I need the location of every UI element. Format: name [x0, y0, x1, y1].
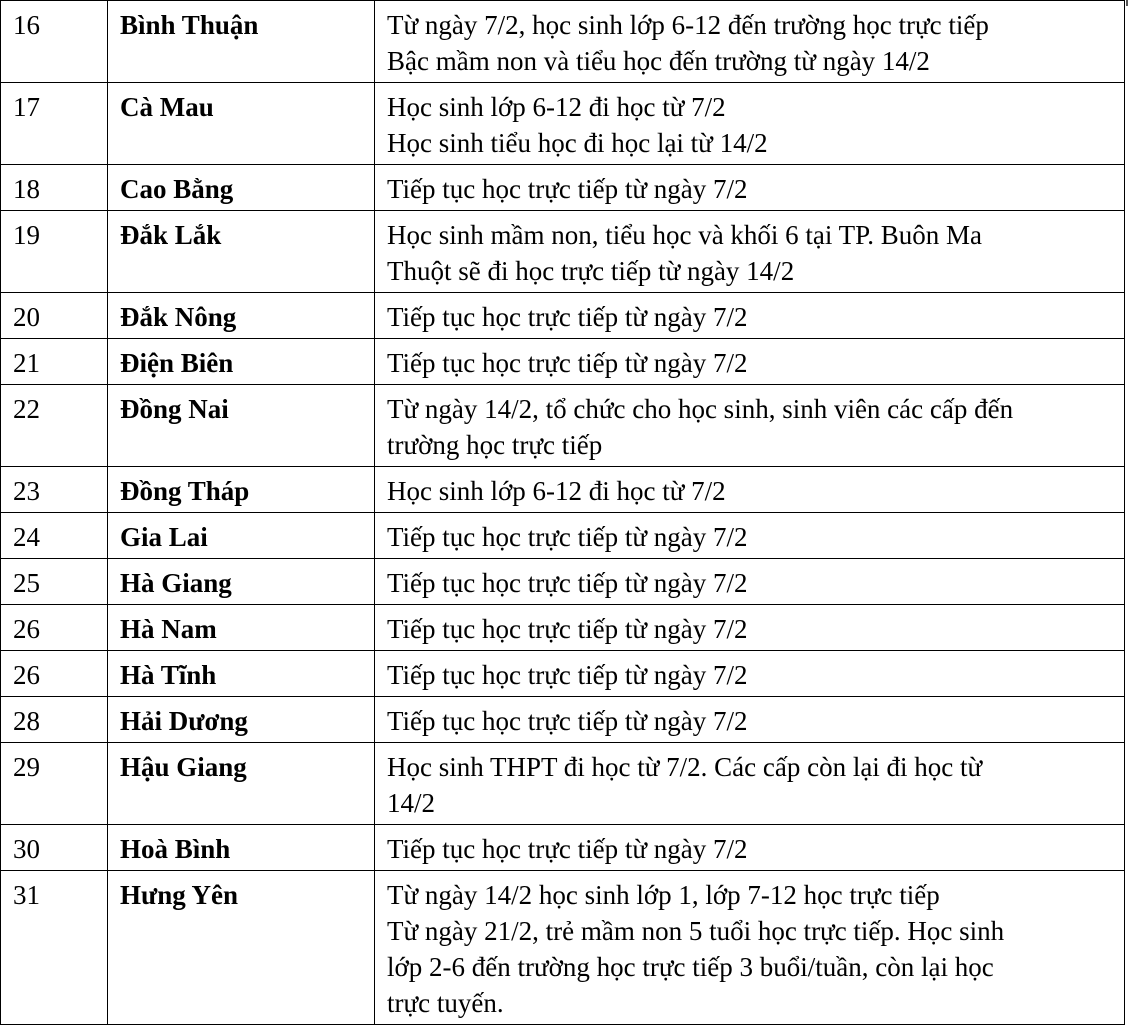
province-name: Điện Biên	[108, 339, 375, 385]
table-row	[1, 211, 1125, 293]
province-name: Hà Giang	[108, 559, 375, 605]
schedule-info-line: Học sinh lớp 6-12 đi học từ 7/2	[387, 92, 726, 122]
schedule-info	[375, 339, 1125, 385]
table-row	[1, 513, 1125, 559]
table-row	[1, 83, 1125, 165]
province-name: Gia Lai	[108, 513, 375, 559]
schedule-info-line: Tiếp tục học trực tiếp từ ngày 7/2	[387, 834, 748, 864]
schedule-info-line: Tiếp tục học trực tiếp từ ngày 7/2	[387, 660, 748, 690]
province-name: Hoà Bình	[108, 825, 375, 871]
row-number: 19	[1, 211, 108, 293]
table-row	[1, 605, 1125, 651]
province-name: Hưng Yên	[108, 871, 375, 1025]
row-number: 21	[1, 339, 108, 385]
schedule-info	[375, 467, 1125, 513]
schedule-info-line: Tiếp tục học trực tiếp từ ngày 7/2	[387, 174, 748, 204]
schedule-info	[375, 559, 1125, 605]
row-number: 26	[1, 651, 108, 697]
schedule-info-line: Từ ngày 21/2, trẻ mầm non 5 tuổi học trực tiếp. Học sinh	[387, 916, 1005, 946]
table-row	[1, 165, 1125, 211]
province-name: Đồng Nai	[108, 385, 375, 467]
schedule-info	[375, 1, 1125, 83]
schedule-info-line: Tiếp tục học trực tiếp từ ngày 7/2	[387, 568, 748, 598]
row-number: 23	[1, 467, 108, 513]
schedule-info-line: Học sinh THPT đi học từ 7/2. Các cấp còn lại đi học từ	[387, 752, 983, 782]
schedule-info	[375, 605, 1125, 651]
province-name: Đồng Tháp	[108, 467, 375, 513]
row-number: 17	[1, 83, 108, 165]
table-row	[1, 559, 1125, 605]
schedule-info-line: trực tuyến.	[387, 988, 504, 1018]
schedule-info-line: Học sinh lớp 6-12 đi học từ 7/2	[387, 476, 726, 506]
table-row	[1, 339, 1125, 385]
province-name: Đắk Nông	[108, 293, 375, 339]
schedule-info-line: Từ ngày 7/2, học sinh lớp 6-12 đến trường học trực tiếp	[387, 10, 989, 40]
schedule-info-line: Học sinh tiểu học đi học lại từ 14/2	[387, 128, 768, 158]
province-name: Hậu Giang	[108, 743, 375, 825]
schedule-info	[375, 83, 1125, 165]
row-number: 29	[1, 743, 108, 825]
schedule-info	[375, 743, 1125, 825]
schedule-info-line: lớp 2-6 đến trường học trực tiếp 3 buổi/tuần, còn lại học	[387, 952, 994, 982]
schedule-info	[375, 293, 1125, 339]
table-row	[1, 651, 1125, 697]
table-row	[1, 385, 1125, 467]
schedule-info	[375, 651, 1125, 697]
row-number: 16	[1, 1, 108, 83]
schedule-info-line: Học sinh mầm non, tiểu học và khối 6 tại TP. Buôn Ma	[387, 220, 982, 250]
table-row	[1, 743, 1125, 825]
row-number: 30	[1, 825, 108, 871]
row-number: 18	[1, 165, 108, 211]
schedule-info-line: trường học trực tiếp	[387, 430, 603, 460]
schedule-info-line: 14/2	[387, 788, 436, 818]
row-number: 28	[1, 697, 108, 743]
schedule-info-line: Thuột sẽ đi học trực tiếp từ ngày 14/2	[387, 256, 795, 286]
table-row	[1, 467, 1125, 513]
schedule-info-line: Tiếp tục học trực tiếp từ ngày 7/2	[387, 522, 748, 552]
row-number: 22	[1, 385, 108, 467]
row-number: 26	[1, 605, 108, 651]
schedule-info-line: Từ ngày 14/2 học sinh lớp 1, lớp 7-12 học trực tiếp	[387, 880, 940, 910]
table-row	[1, 871, 1125, 1025]
province-name: Hà Nam	[108, 605, 375, 651]
province-name: Đắk Lắk	[108, 211, 375, 293]
table-row	[1, 825, 1125, 871]
schedule-info	[375, 385, 1125, 467]
schedule-info-line: Tiếp tục học trực tiếp từ ngày 7/2	[387, 302, 748, 332]
table-body	[1, 1, 1125, 1025]
province-name: Hà Tĩnh	[108, 651, 375, 697]
schedule-info	[375, 697, 1125, 743]
table-row	[1, 1, 1125, 83]
schedule-info-line: Từ ngày 14/2, tổ chức cho học sinh, sinh viên các cấp đến	[387, 394, 1014, 424]
schedule-info	[375, 165, 1125, 211]
table-row	[1, 697, 1125, 743]
row-number: 20	[1, 293, 108, 339]
province-name: Cao Bằng	[108, 165, 375, 211]
table-row	[1, 293, 1125, 339]
row-number: 31	[1, 871, 108, 1025]
row-number: 24	[1, 513, 108, 559]
province-name: Bình Thuận	[108, 1, 375, 83]
row-number: 25	[1, 559, 108, 605]
schedule-info	[375, 211, 1125, 293]
schedule-info	[375, 871, 1125, 1025]
schedule-info-line: Tiếp tục học trực tiếp từ ngày 7/2	[387, 614, 748, 644]
schedule-info-line: Tiếp tục học trực tiếp từ ngày 7/2	[387, 706, 748, 736]
schedule-info-line: Tiếp tục học trực tiếp từ ngày 7/2	[387, 348, 748, 378]
province-name: Hải Dương	[108, 697, 375, 743]
province-name: Cà Mau	[108, 83, 375, 165]
schedule-info	[375, 513, 1125, 559]
schedule-info-line: Bậc mầm non và tiểu học đến trường từ ngày 14/2	[387, 46, 930, 76]
schedule-info	[375, 825, 1125, 871]
